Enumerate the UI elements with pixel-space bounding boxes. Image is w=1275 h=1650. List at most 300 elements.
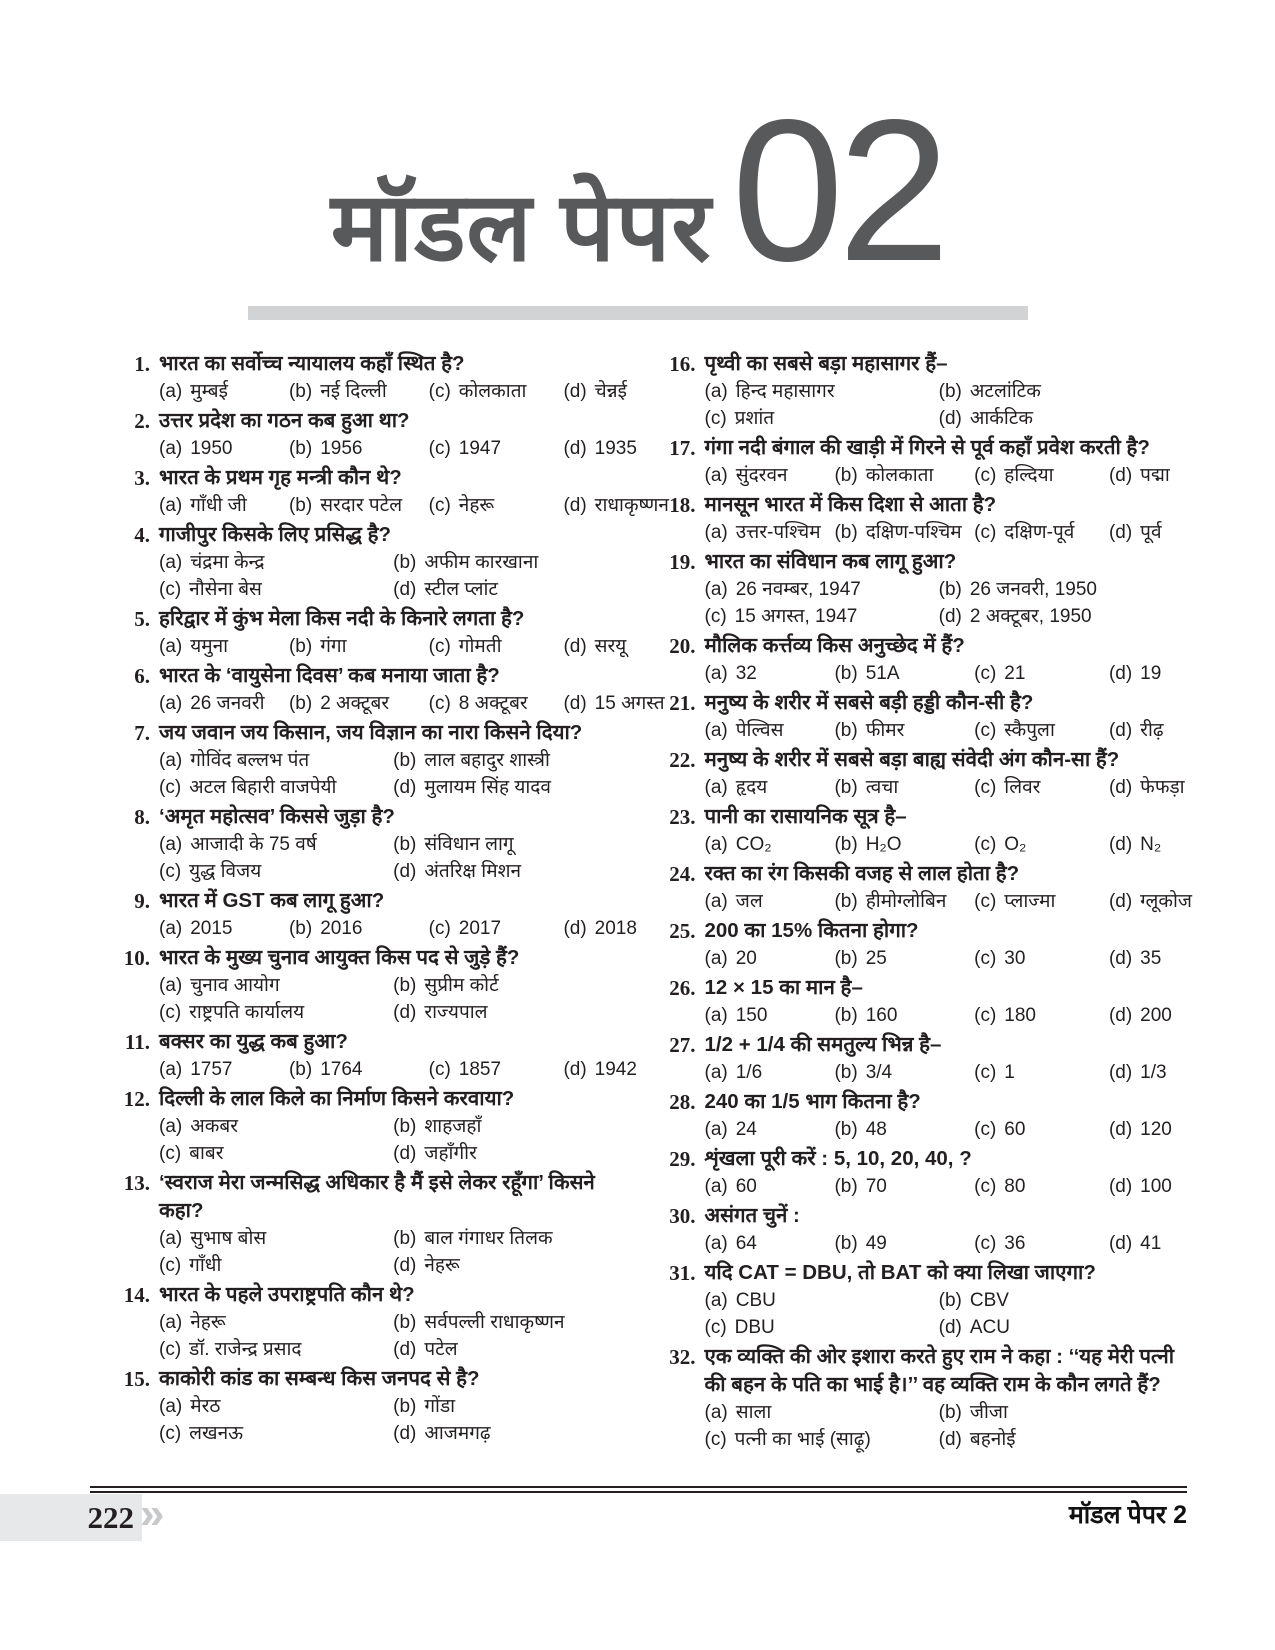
option-label: (d) bbox=[1108, 465, 1133, 486]
title-divider bbox=[248, 306, 1028, 320]
option-label: (c) bbox=[428, 381, 451, 402]
question bbox=[112, 1169, 644, 1279]
option bbox=[1109, 519, 1201, 546]
question-text: एक व्यक्ति की ओर इशारा करते हुए राम ने कहा : ‘‘यह मेरी पत्नी की बहन के पति का भाई है।’’ वह व्यक्ति राम के कौन लगते हैं? bbox=[704, 1345, 1175, 1396]
option-label: (c) bbox=[974, 1062, 997, 1083]
footer-paper-label: मॉडल पेपर 2 bbox=[1068, 1501, 1187, 1529]
option bbox=[159, 915, 285, 942]
option-label: (a) bbox=[159, 918, 183, 939]
question-text: 12 × 15 का मान है– bbox=[704, 976, 863, 999]
option-label: (b) bbox=[393, 1312, 417, 1333]
option-label: (a) bbox=[704, 834, 728, 855]
question bbox=[112, 1365, 644, 1447]
option-text: स्कैपुला bbox=[1004, 720, 1055, 741]
option-text: 1857 bbox=[458, 1059, 502, 1080]
option-text: आजमगढ़ bbox=[424, 1423, 491, 1444]
option bbox=[705, 1399, 935, 1426]
page-number: 222 bbox=[87, 1499, 134, 1535]
question-heading bbox=[112, 1365, 644, 1393]
question bbox=[658, 860, 1193, 915]
question-number: 17. bbox=[669, 436, 696, 460]
option bbox=[1109, 1230, 1201, 1257]
option bbox=[834, 774, 970, 801]
page-header bbox=[0, 0, 1275, 320]
option-text: राष्ट्रपति कार्यालय bbox=[189, 1002, 305, 1023]
option-label: (a) bbox=[704, 465, 728, 486]
option bbox=[705, 1059, 831, 1086]
option-label: (c) bbox=[159, 579, 182, 600]
option bbox=[834, 519, 970, 546]
option-label: (c) bbox=[159, 861, 182, 882]
option bbox=[393, 1309, 647, 1336]
option-text: 1757 bbox=[190, 1059, 233, 1080]
option-label: (d) bbox=[1108, 948, 1133, 969]
options bbox=[705, 831, 1190, 858]
question-number: 9. bbox=[134, 889, 150, 913]
option-label: (a) bbox=[704, 522, 728, 543]
option bbox=[159, 972, 389, 999]
question-text: यदि CAT = DBU, तो BAT को क्या लिखा जाएगा? bbox=[704, 1261, 1096, 1284]
options bbox=[159, 378, 644, 405]
question bbox=[658, 1202, 1190, 1257]
question-text: भारत में GST कब लागू हुआ? bbox=[159, 889, 385, 912]
option-label: (b) bbox=[288, 918, 313, 939]
option-text: गाँधी जी bbox=[190, 495, 247, 516]
option-label: (c) bbox=[159, 1002, 182, 1023]
options bbox=[705, 576, 1190, 630]
option bbox=[974, 717, 1105, 744]
question-text: मनुष्य के शरीर में सबसे बड़ी हड्डी कौन-सी है? bbox=[704, 691, 1034, 714]
question bbox=[658, 548, 1190, 630]
option-label: (d) bbox=[938, 606, 962, 627]
option-text: 51A bbox=[865, 663, 900, 684]
question-text: भारत का सर्वोच्च न्यायालय कहाँ स्थित है? bbox=[159, 352, 465, 375]
question bbox=[658, 1259, 1190, 1341]
question-heading bbox=[112, 719, 644, 747]
option-label: (d) bbox=[393, 861, 417, 882]
option bbox=[834, 1173, 970, 1200]
question-heading bbox=[112, 350, 644, 378]
option-text: 1764 bbox=[320, 1059, 363, 1080]
option-label: (c) bbox=[428, 438, 451, 459]
option-label: (a) bbox=[704, 381, 728, 402]
question-number: 23. bbox=[669, 805, 696, 829]
option bbox=[834, 1116, 970, 1143]
option-label: (c) bbox=[704, 408, 727, 429]
option bbox=[705, 1116, 831, 1143]
option bbox=[159, 1056, 285, 1083]
option bbox=[974, 1002, 1105, 1029]
question-number: 8. bbox=[134, 805, 150, 829]
options bbox=[705, 1173, 1190, 1200]
option-label: (c) bbox=[159, 1143, 182, 1164]
option-label: (b) bbox=[393, 1396, 417, 1417]
option-text: 160 bbox=[865, 1005, 898, 1026]
question-text: असंगत चुनें : bbox=[704, 1204, 800, 1227]
page-title: मॉडल पेपर bbox=[330, 174, 712, 281]
question-column-right bbox=[658, 350, 1193, 1455]
option-label: (c) bbox=[428, 495, 451, 516]
option-label: (c) bbox=[159, 1339, 182, 1360]
option bbox=[705, 462, 831, 489]
option bbox=[939, 603, 1193, 630]
option-label: (b) bbox=[393, 1228, 417, 1249]
question bbox=[658, 689, 1190, 744]
question bbox=[112, 662, 665, 717]
question-number: 4. bbox=[134, 523, 150, 547]
question-text: 240 का 1/5 भाग कितना है? bbox=[704, 1090, 921, 1113]
option-text: सर्वपल्ली राधाकृष्णन bbox=[424, 1312, 565, 1333]
option bbox=[159, 858, 389, 885]
option-text: पेल्विस bbox=[735, 720, 784, 741]
option-text: जीजा bbox=[969, 1402, 1008, 1423]
option-text: 1956 bbox=[320, 438, 363, 459]
question-heading bbox=[112, 1028, 644, 1056]
option-label: (d) bbox=[563, 693, 587, 714]
question-number: 1. bbox=[134, 352, 150, 376]
question-heading bbox=[658, 803, 1190, 831]
option-label: (d) bbox=[1108, 1176, 1133, 1197]
question-heading bbox=[658, 1031, 1190, 1059]
options bbox=[705, 378, 1190, 432]
question-text: दिल्ली के लाल किले का निर्माण किसने करवाया? bbox=[159, 1087, 515, 1110]
options bbox=[159, 1393, 644, 1447]
option-label: (b) bbox=[834, 1005, 858, 1026]
question-number: 15. bbox=[123, 1367, 150, 1391]
option-label: (b) bbox=[288, 636, 313, 657]
question bbox=[658, 1088, 1190, 1143]
option bbox=[159, 774, 389, 801]
question-number: 6. bbox=[134, 664, 150, 688]
option bbox=[1109, 945, 1201, 972]
question-number: 5. bbox=[134, 607, 150, 631]
option bbox=[289, 690, 425, 717]
option-text: 2017 bbox=[458, 918, 502, 939]
option bbox=[834, 1230, 970, 1257]
option-text: कोलकाता bbox=[865, 465, 934, 486]
option bbox=[939, 1426, 1193, 1453]
option-label: (a) bbox=[159, 1312, 183, 1333]
option-text: गंगा bbox=[320, 636, 347, 657]
option-label: (b) bbox=[938, 579, 962, 600]
question bbox=[658, 491, 1190, 546]
option-label: (c) bbox=[974, 1005, 997, 1026]
option-text: राधाकृष्णन bbox=[594, 495, 669, 516]
question-heading bbox=[112, 521, 644, 549]
option bbox=[393, 972, 647, 999]
option-text: 26 नवम्बर, 1947 bbox=[735, 579, 861, 600]
options bbox=[159, 549, 644, 603]
option bbox=[289, 378, 425, 405]
option-text: 36 bbox=[1004, 1233, 1026, 1254]
question-number: 18. bbox=[669, 493, 696, 517]
options bbox=[159, 1113, 644, 1167]
question-number: 28. bbox=[669, 1090, 696, 1114]
option bbox=[705, 1230, 831, 1257]
options bbox=[705, 660, 1190, 687]
question-heading bbox=[112, 464, 644, 492]
question-heading bbox=[112, 662, 644, 690]
option-label: (c) bbox=[428, 636, 451, 657]
question-heading bbox=[658, 1202, 1190, 1230]
option-text: अटलांटिक bbox=[969, 381, 1041, 402]
option-text: 120 bbox=[1140, 1119, 1172, 1140]
question-number: 7. bbox=[134, 721, 150, 745]
option bbox=[834, 831, 970, 858]
option-text: 64 bbox=[735, 1233, 757, 1254]
options bbox=[159, 1056, 644, 1083]
option-text: 8 अक्टूबर bbox=[458, 693, 528, 714]
question bbox=[658, 974, 1190, 1029]
option-label: (d) bbox=[938, 1317, 962, 1338]
question-text: उत्तर प्रदेश का गठन कब हुआ था? bbox=[159, 409, 410, 432]
option bbox=[705, 774, 831, 801]
option-label: (a) bbox=[159, 1228, 183, 1249]
option-text: H₂O bbox=[865, 834, 902, 855]
question-text: भारत के मुख्य चुनाव आयुक्त किस पद से जुड़े हैं? bbox=[159, 946, 520, 969]
option bbox=[1109, 660, 1201, 687]
option bbox=[974, 1059, 1105, 1086]
question bbox=[112, 1085, 644, 1167]
question bbox=[658, 632, 1190, 687]
question-number: 20. bbox=[669, 634, 696, 658]
option bbox=[159, 435, 285, 462]
option-label: (a) bbox=[159, 1396, 183, 1417]
option bbox=[159, 576, 389, 603]
option bbox=[159, 1420, 389, 1447]
option bbox=[1109, 1173, 1201, 1200]
option bbox=[1109, 774, 1201, 801]
option-text: शाहजहाँ bbox=[424, 1116, 482, 1137]
question-heading bbox=[658, 917, 1190, 945]
option-text: सुप्रीम कोर्ट bbox=[424, 975, 499, 996]
question bbox=[658, 434, 1190, 489]
option-text: 2018 bbox=[594, 918, 637, 939]
option bbox=[159, 1113, 389, 1140]
option-label: (c) bbox=[159, 777, 182, 798]
option bbox=[393, 774, 647, 801]
option-label: (d) bbox=[393, 1002, 417, 1023]
option-text: अफीम कारखाना bbox=[424, 552, 539, 573]
option-label: (b) bbox=[834, 522, 858, 543]
option-text: CBV bbox=[969, 1290, 1009, 1311]
question-text: 1/2 + 1/4 की समतुल्य भिन्न है– bbox=[704, 1033, 942, 1056]
option-text: 32 bbox=[735, 663, 757, 684]
option bbox=[834, 1002, 970, 1029]
question bbox=[658, 1031, 1190, 1086]
option-text: 2 अक्टूबर bbox=[320, 693, 390, 714]
question-heading bbox=[658, 632, 1190, 660]
option bbox=[393, 999, 647, 1026]
option bbox=[1109, 831, 1201, 858]
option bbox=[834, 660, 970, 687]
option-label: (a) bbox=[704, 1062, 728, 1083]
question-heading bbox=[658, 1259, 1190, 1287]
option-text: प्रशांत bbox=[734, 408, 775, 429]
option-label: (d) bbox=[563, 495, 587, 516]
option-label: (b) bbox=[834, 948, 858, 969]
option-text: प्लाज्मा bbox=[1004, 891, 1056, 912]
option-label: (a) bbox=[159, 636, 183, 657]
option-label: (c) bbox=[974, 522, 997, 543]
question-number: 21. bbox=[669, 691, 696, 715]
options bbox=[159, 435, 644, 462]
option bbox=[393, 1225, 647, 1252]
option-label: (b) bbox=[834, 1119, 858, 1140]
question-text: काकोरी कांड का सम्बन्ध किस जनपद से है? bbox=[159, 1367, 480, 1390]
options bbox=[159, 1225, 644, 1279]
option-text: जहाँगीर bbox=[424, 1143, 477, 1164]
question-number: 26. bbox=[669, 976, 696, 1000]
option-label: (a) bbox=[159, 1059, 183, 1080]
option-text: CO₂ bbox=[735, 834, 772, 855]
option bbox=[159, 549, 389, 576]
option-text: दक्षिण-पूर्व bbox=[1004, 522, 1075, 543]
option-label: (a) bbox=[704, 1176, 728, 1197]
option-text: गोमती bbox=[458, 636, 502, 657]
option-text: राज्यपाल bbox=[424, 1002, 488, 1023]
option-label: (d) bbox=[1108, 777, 1133, 798]
option-text: जल bbox=[735, 891, 763, 912]
option-text: सुंदरवन bbox=[735, 465, 788, 486]
option bbox=[289, 435, 425, 462]
option bbox=[1109, 1116, 1201, 1143]
option-text: 1942 bbox=[594, 1059, 637, 1080]
option bbox=[393, 549, 647, 576]
option-text: 200 bbox=[1140, 1005, 1172, 1026]
option-text: 35 bbox=[1140, 948, 1162, 969]
option-label: (d) bbox=[563, 918, 587, 939]
option-label: (d) bbox=[393, 1143, 417, 1164]
option bbox=[705, 945, 831, 972]
option-label: (a) bbox=[159, 438, 183, 459]
option-label: (d) bbox=[393, 1339, 417, 1360]
option-label: (a) bbox=[159, 1116, 183, 1137]
option-text: त्वचा bbox=[865, 777, 899, 798]
options bbox=[159, 1309, 644, 1363]
option-text: अकबर bbox=[190, 1116, 238, 1137]
question-heading bbox=[658, 746, 1190, 774]
option-label: (c) bbox=[974, 465, 997, 486]
question bbox=[658, 1145, 1190, 1200]
option-text: नेहरू bbox=[424, 1255, 460, 1276]
options bbox=[705, 774, 1190, 801]
question-text: भारत के पहले उपराष्ट्रपति कौन थे? bbox=[159, 1283, 415, 1306]
option-text: 20 bbox=[735, 948, 757, 969]
option-text: पटेल bbox=[424, 1339, 458, 1360]
option-text: मुलायम सिंह यादव bbox=[424, 777, 551, 798]
question-number: 11. bbox=[124, 1030, 150, 1054]
option-text: नेहरू bbox=[458, 495, 495, 516]
option bbox=[563, 492, 669, 519]
option-text: 2015 bbox=[190, 918, 233, 939]
question-heading bbox=[658, 1343, 1190, 1399]
option-text: 80 bbox=[1004, 1176, 1026, 1197]
question-text: गंगा नदी बंगाल की खाड़ी में गिरने से पूर्व कहाँ प्रवेश करती है? bbox=[704, 436, 1150, 459]
option-label: (b) bbox=[288, 1059, 313, 1080]
option-label: (c) bbox=[428, 918, 451, 939]
option bbox=[429, 633, 560, 660]
option bbox=[429, 915, 560, 942]
option-text: चुनाव आयोग bbox=[190, 975, 280, 996]
option bbox=[974, 462, 1105, 489]
option-text: गाँधी bbox=[189, 1255, 222, 1276]
option-text: लिवर bbox=[1004, 777, 1041, 798]
question bbox=[112, 464, 669, 519]
option bbox=[159, 831, 389, 858]
option-label: (c) bbox=[974, 948, 997, 969]
option bbox=[563, 1056, 655, 1083]
question-heading bbox=[658, 350, 1190, 378]
option-text: 100 bbox=[1140, 1176, 1172, 1197]
option-label: (c) bbox=[974, 1119, 997, 1140]
option bbox=[939, 1287, 1193, 1314]
option-label: (d) bbox=[393, 1423, 417, 1444]
option-label: (c) bbox=[428, 693, 451, 714]
option bbox=[393, 1113, 647, 1140]
option-label: (b) bbox=[393, 1116, 417, 1137]
option bbox=[393, 858, 647, 885]
options bbox=[159, 831, 644, 885]
option bbox=[289, 633, 425, 660]
option-label: (d) bbox=[393, 777, 417, 798]
question-number: 22. bbox=[669, 748, 696, 772]
option bbox=[429, 378, 560, 405]
option-label: (d) bbox=[393, 1255, 417, 1276]
option-text: 2 अक्टूबर, 1950 bbox=[969, 606, 1092, 627]
option-label: (a) bbox=[704, 1290, 728, 1311]
option-text: रीढ़ bbox=[1140, 720, 1164, 741]
option-text: 19 bbox=[1140, 663, 1162, 684]
option-text: स्टील प्लांट bbox=[424, 579, 498, 600]
question-heading bbox=[658, 491, 1190, 519]
question bbox=[658, 746, 1190, 801]
option-label: (c) bbox=[974, 1176, 997, 1197]
option bbox=[705, 1002, 831, 1029]
question bbox=[112, 605, 644, 660]
option-label: (a) bbox=[159, 834, 183, 855]
option-label: (c) bbox=[704, 606, 727, 627]
double-chevron-icon: » bbox=[140, 1489, 159, 1538]
option-text: अटल बिहारी वाजपेयी bbox=[189, 777, 337, 798]
option-text: बाबर bbox=[189, 1143, 224, 1164]
option-label: (d) bbox=[1108, 1233, 1133, 1254]
option-text: चेन्नई bbox=[594, 381, 627, 402]
option bbox=[429, 690, 560, 717]
option bbox=[159, 999, 389, 1026]
question bbox=[658, 350, 1190, 432]
options bbox=[705, 1002, 1190, 1029]
option bbox=[159, 1140, 389, 1167]
option-label: (b) bbox=[393, 750, 417, 771]
option-text: चंद्रमा केन्द्र bbox=[190, 552, 265, 573]
options bbox=[159, 690, 665, 717]
option bbox=[974, 1230, 1105, 1257]
options bbox=[705, 717, 1190, 744]
option-label: (b) bbox=[834, 777, 858, 798]
question-heading bbox=[112, 944, 644, 972]
question-heading bbox=[658, 974, 1190, 1002]
question bbox=[112, 350, 644, 405]
option bbox=[159, 1336, 389, 1363]
option-text: DBU bbox=[734, 1317, 775, 1338]
question bbox=[658, 1343, 1190, 1453]
option-label: (b) bbox=[834, 720, 858, 741]
option-text: हल्दिया bbox=[1004, 465, 1054, 486]
option-label: (a) bbox=[159, 552, 183, 573]
option-label: (b) bbox=[834, 663, 858, 684]
option bbox=[834, 1059, 970, 1086]
